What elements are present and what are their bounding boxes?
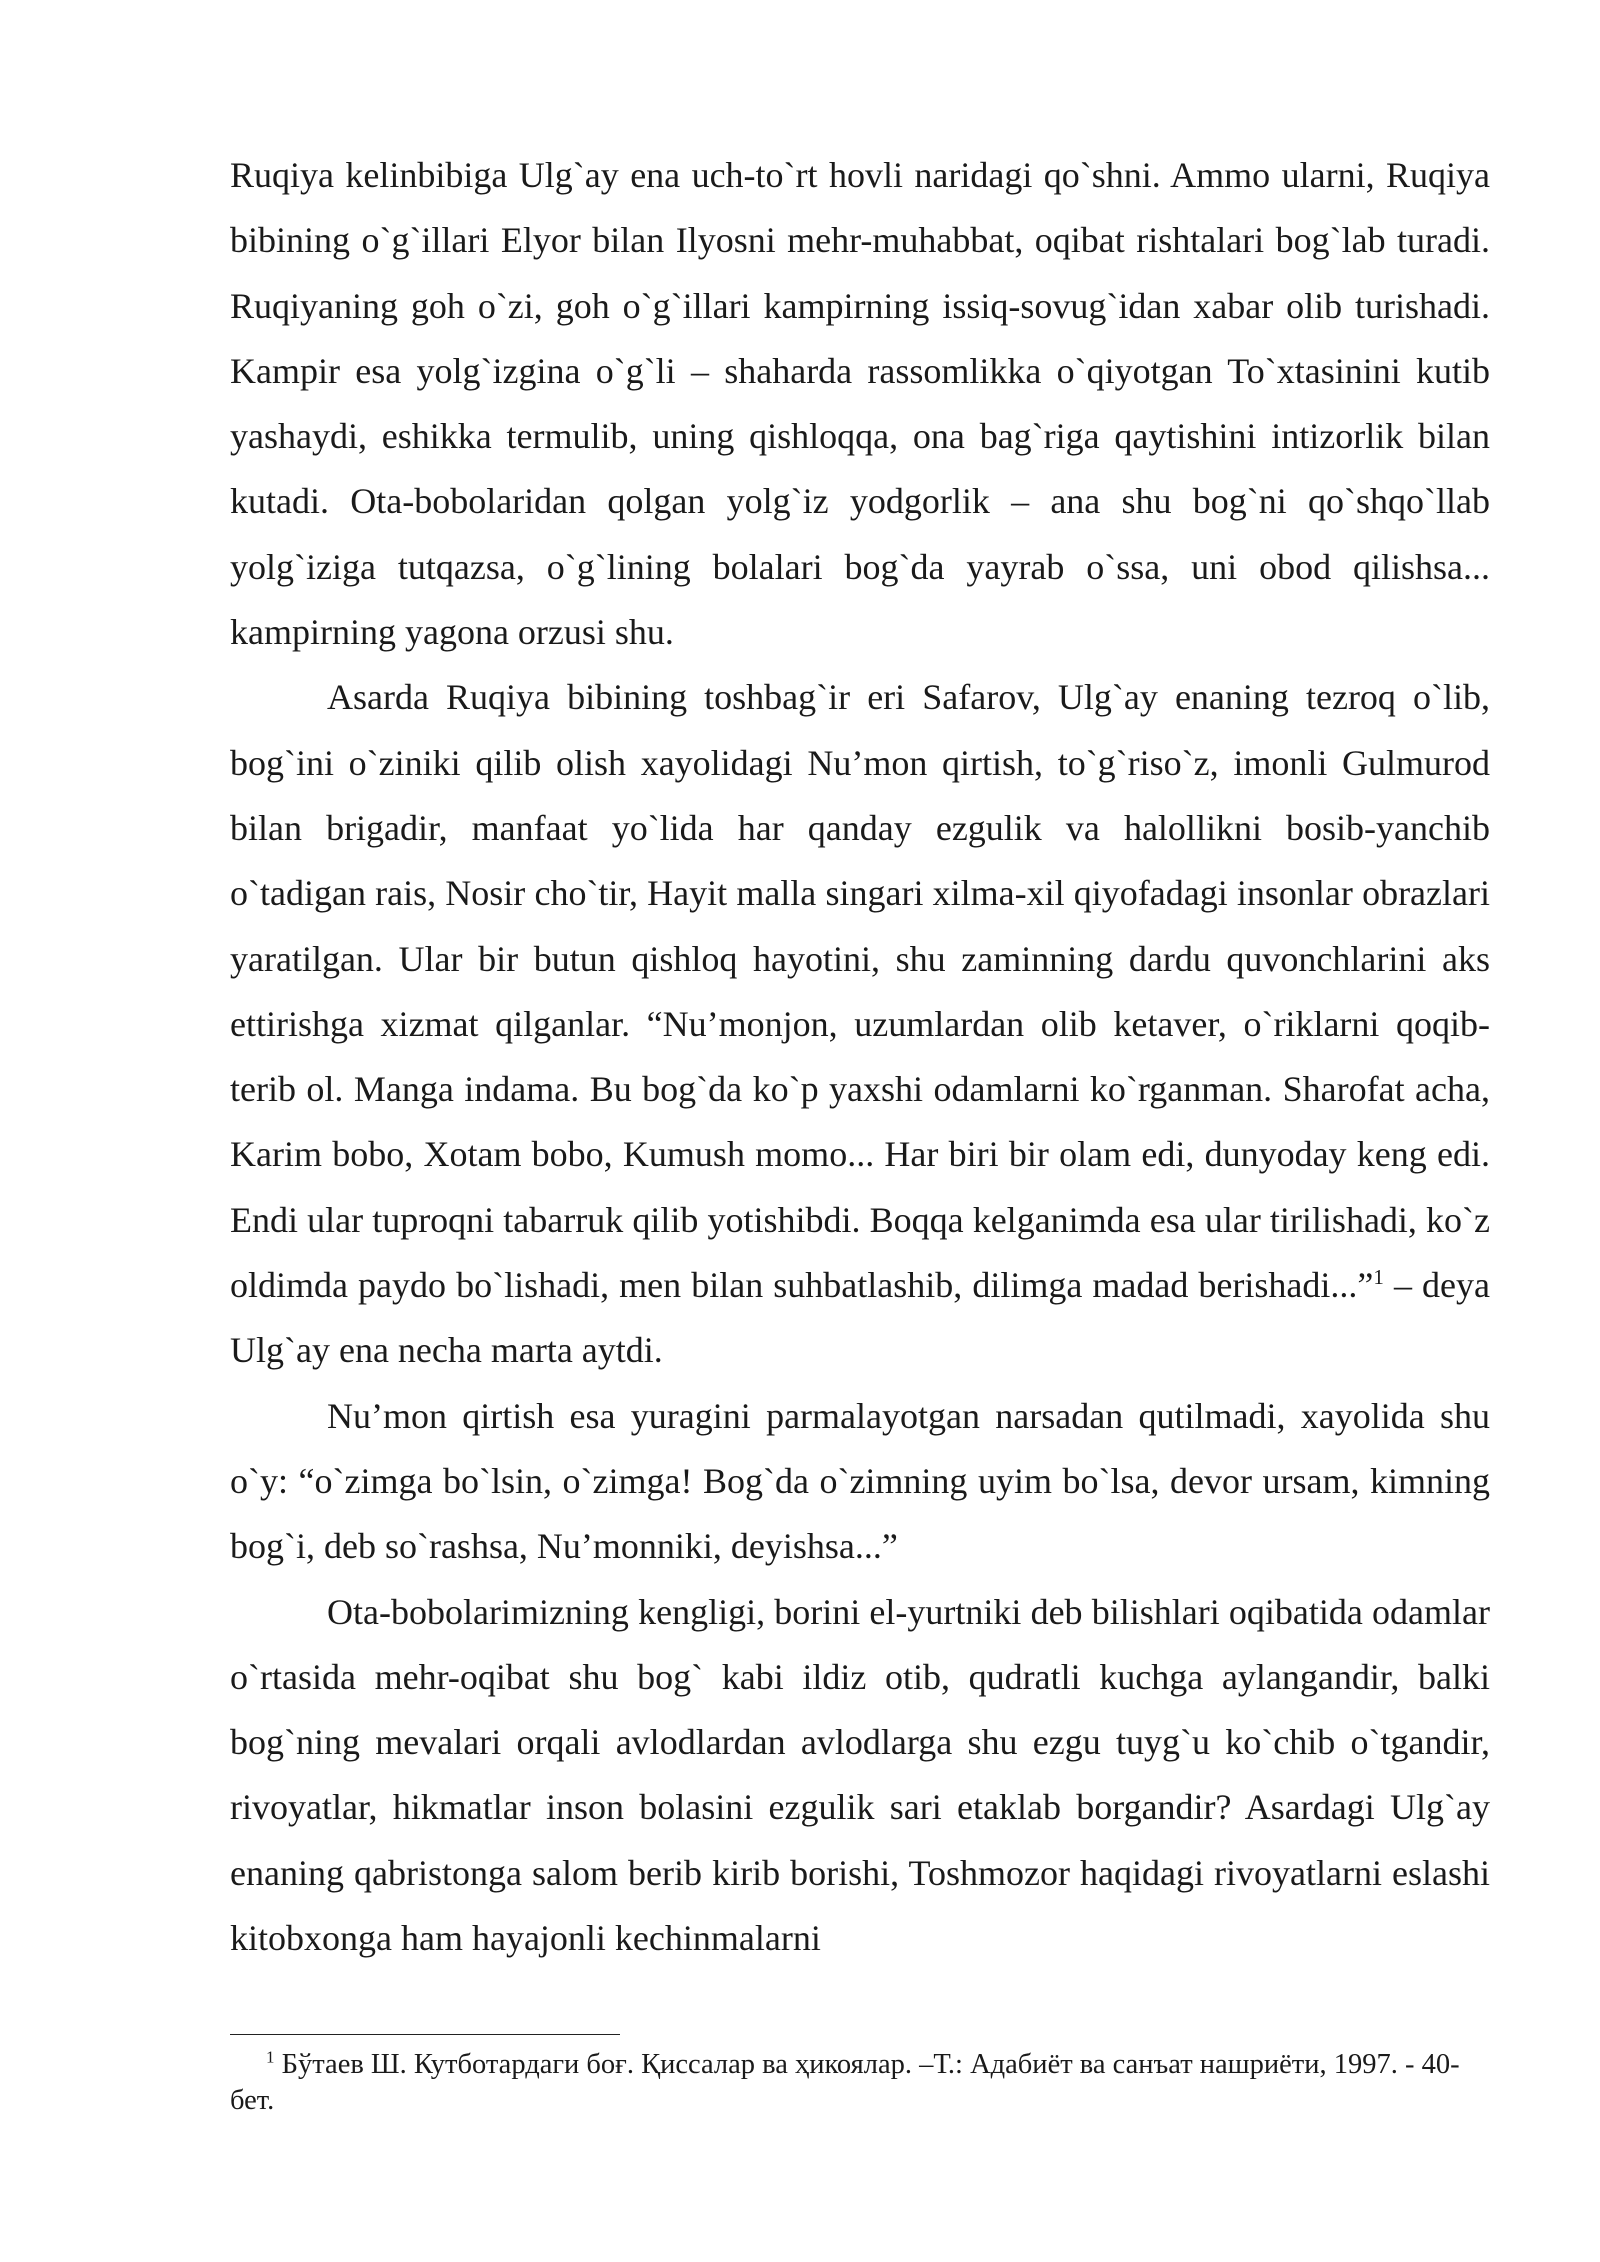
paragraph-3 <box>230 1384 1490 1580</box>
paragraph-2-text-end: – deya Ulg`ay ena necha marta aytdi. <box>230 1265 1490 1371</box>
paragraph-2 <box>230 665 1490 1383</box>
footnote-mark: 1 <box>266 2047 275 2067</box>
paragraph-1 <box>230 143 1490 665</box>
paragraph-4 <box>230 1580 1490 1972</box>
footnote-separator <box>230 2034 620 2035</box>
footnote-text: Бўтаев Ш. Кутботардаги боғ. Қиссалар ва ҳикоялар. –Т.: Адабиёт ва санъат нашриёти, 1997. - 40-бет. <box>230 2049 1460 2116</box>
paragraph-1-text: Ruqiya kelinbibiga Ulg`ay ena uch-to`rt hovli naridagi qo`shni. Ammo ularni, Ruqiya bibining o`g`illari Elyor bilan Ilyosni mehr-muhabbat, oqibat rishtalari bog`lab turadi. Ruqiyaning goh o`zi, goh o`g`illari kampirning issiq-sovug`idan xabar olib turishadi. Kampir esa yolg`izgina o`g`li – shaharda rassomlikka o`qiyotgan To`xtasinini kutib yashaydi, eshikka termulib, uning qishloqqa, ona bag`riga qaytishini intizorlik bilan kutadi. Ota-bobolaridan qolgan yolg`iz yodgorlik – ana shu bog`ni qo`shqo`llab yolg`iziga tutqazsa, o`g`lining bolalari bog`da yayrab o`ssa, uni obod qilishsa... kampirning yagona orzusi shu. <box>230 155 1490 653</box>
paragraph-4-text: Ota-bobolarimizning kengligi, borini el-yurtniki deb bilishlari oqibatida odamlar o`rtasida mehr-oqibat shu bog` kabi ildiz otib, qudratli kuchga aylangandir, balki bog`ning mevalari orqali avlodlardan avlodlarga shu ezgu tuyg`u ko`chib o`tgandir, rivoyatlar, hikmatlar inson bolasini ezgulik sari etaklab borgandir? Asardagi Ulg`ay enaning qabristonga salom berib kirib borishi, Toshmozor haqidagi rivoyatlarni eslashi kitobxonga ham hayajonli kechinmalarni <box>230 1591 1490 1959</box>
paragraph-2-text: Asarda Ruqiya bibining toshbag`ir eri Safarov, Ulg`ay enaning tezroq o`lib, bog`ini o`ziniki qilib olish xayolidagi Nu’mon qirtish, to`g`riso`z, imonli Gulmurod bilan brigadir, manfaat yo`lida har qanday ezgulik va halollikni bosib-yanchib o`tadigan rais, Nosir cho`tir, Hayit malla singari xilma-xil qiyofadagi insonlar obrazlari yaratilgan. Ular bir butun qishloq hayotini, shu zaminning dardu quvonchlarini aks ettirishga xizmat qilganlar. “Nu’monjon, uzumlardan olib ketaver, o`riklarni qoqib-terib ol. Manga indama. Bu bog`da ko`p yaxshi odamlarni ko`rganman. Sharofat acha, Karim bobo, Xotam bobo, Kumush momo... Har biri bir olam edi, dunyoday keng edi. Endi ular tuproqni tabarruk qilib yotishibdi. Boqqa kelganimda esa ular tirilishadi, ko`z oldimda paydo bo`lishadi, men bilan suhbatlashib, dilimga madad berishadi...” <box>230 677 1490 1306</box>
footnote-reference: 1 <box>1373 1265 1384 1290</box>
paragraph-3-text: Nu’mon qirtish esa yuragini parmalayotgan narsadan qutilmadi, xayolida shu o`y: “o`zimga bo`lsin, o`zimga! Bog`da o`zimning uyim bo`lsa, devor ursam, kimning bog`i, deb so`rashsa, Nu’monniki, deyishsa...” <box>230 1395 1490 1567</box>
footnote <box>230 2047 1490 2119</box>
body-text <box>230 143 1490 1971</box>
